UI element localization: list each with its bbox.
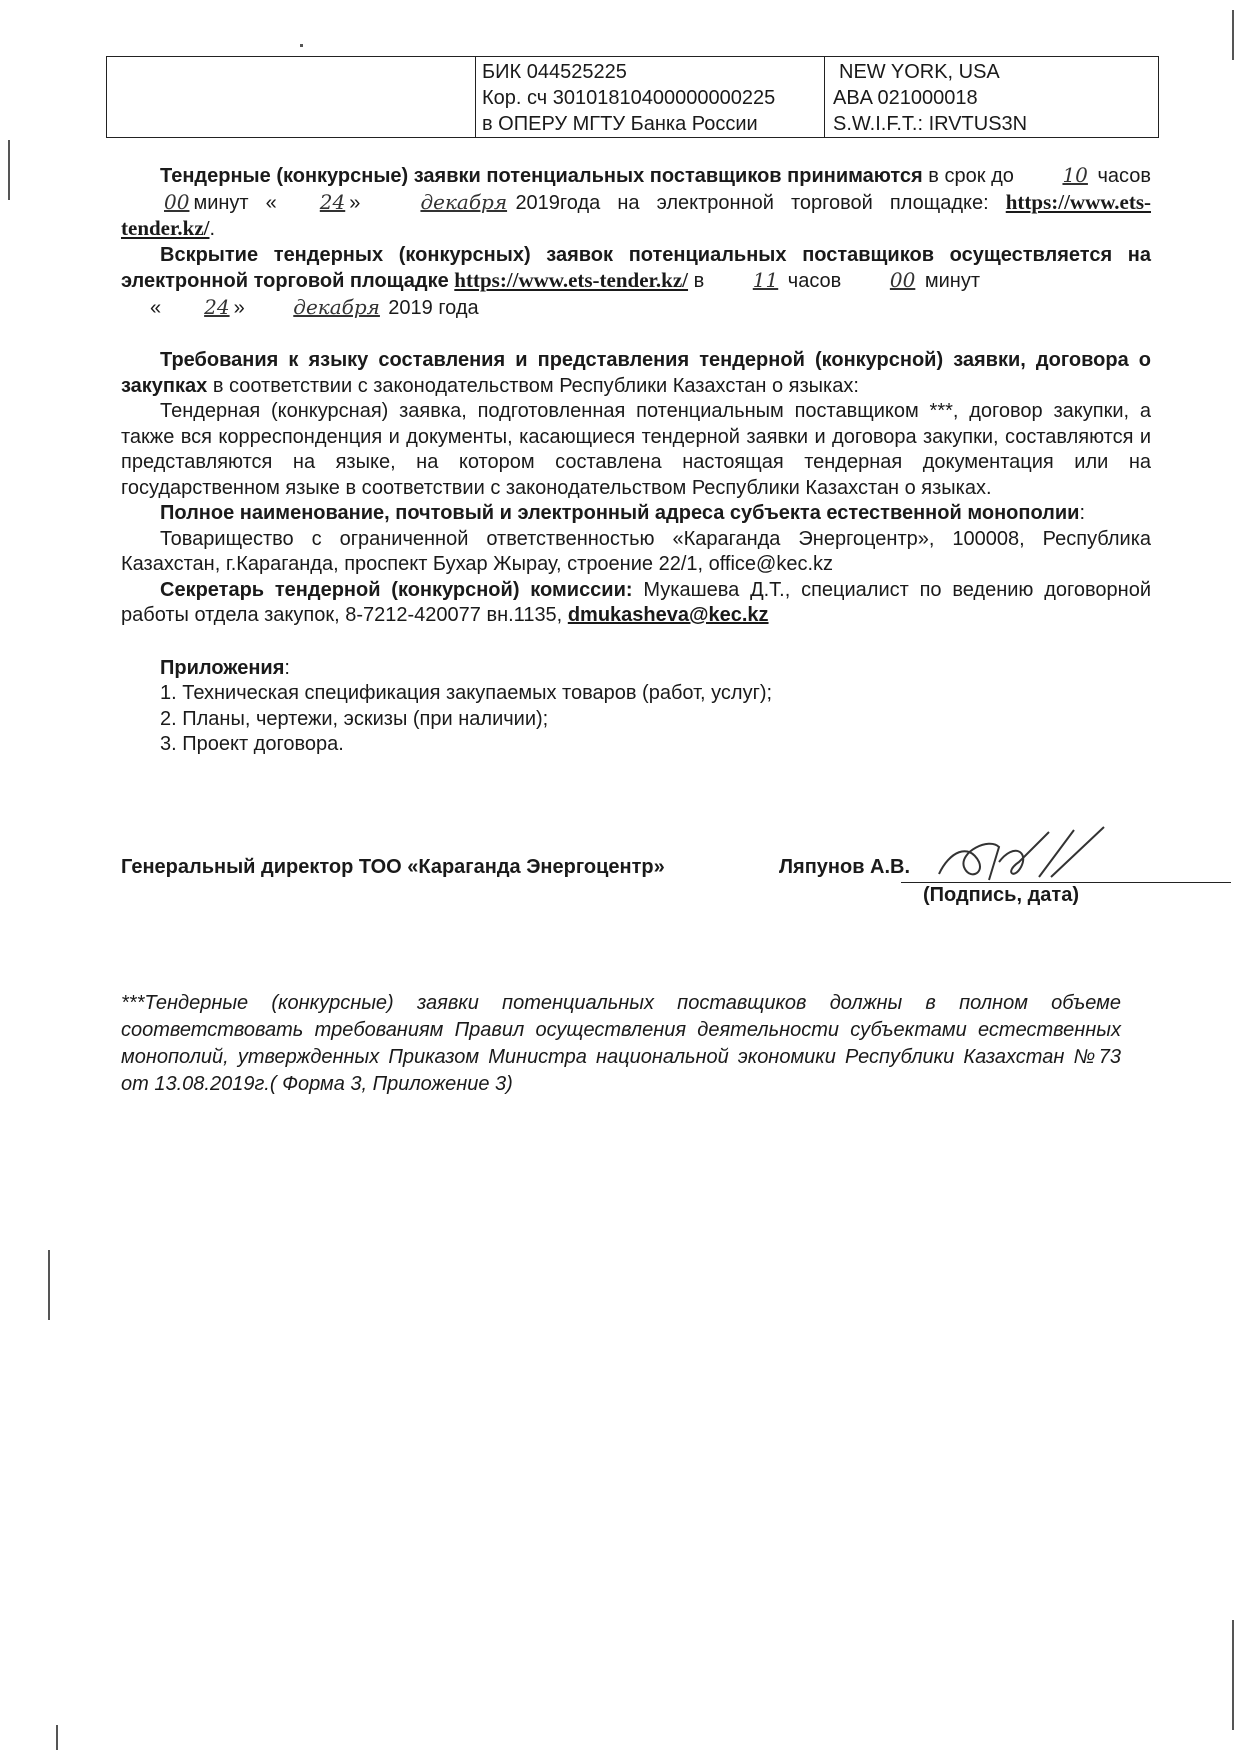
bik-line: БИК 044525225 bbox=[482, 61, 627, 83]
handwritten-open-month: декабря bbox=[293, 294, 380, 319]
appendix-item: 2. Планы, чертежи, эскизы (при наличии); bbox=[160, 707, 549, 730]
appendices-list bbox=[121, 681, 1151, 758]
deadline-bold: Тендерные (конкурсные) заявки потенциальных поставщиков принимаются bbox=[160, 165, 923, 187]
opening-bold: Вскрытие тендерных (конкурсных) заявок потенциальных поставщиков осуществляется на электронной торговой площадке bbox=[121, 243, 1151, 292]
main-text bbox=[121, 163, 1151, 758]
deadline-paragraph: Тендерные (конкурсные) заявки потенциальных поставщиков принимаются в срок до 10 часов00 минут « 24 » декабря 2019года на электронной торговой площадке: https://www.ets-tender.kz/. bbox=[121, 163, 1152, 240]
ets-tender-link[interactable]: https://www.ets-tender.kz/ bbox=[121, 189, 1151, 240]
opening-paragraph: Вскрытие тендерных (конкурсных) заявок потенциальных поставщиков осуществляется на электронной торговой площадке https://www.ets-tender.kz/ в 11 часов 00 минут « 24 » декабря 2019 года bbox=[121, 243, 1151, 319]
handwritten-day: 24 bbox=[319, 189, 346, 214]
language-heading: Требования к языку составления и представления тендерной (конкурсной) заявки, договора о закупках в соответствии с законодательством Республики Казахстан о языках: bbox=[121, 349, 1151, 397]
signer-position: Генеральный директор ТОО «Караганда Энергоцентр» bbox=[121, 856, 665, 878]
bank-details-table bbox=[106, 56, 1159, 138]
bank-name-line: в ОПЕРУ МГТУ Банка России bbox=[482, 113, 758, 135]
appendix-item: 1. Техническая спецификация закупаемых товаров (работ, услуг); bbox=[160, 682, 773, 704]
monopoly-body: Товарищество с ограниченной ответственностью «Караганда Энергоцентр», 100008, Республика Казахстан, г.Караганда, проспект Бухар Жырау, строение 22/1, office@kec.kz bbox=[121, 527, 1151, 575]
bank-table-empty-cell bbox=[107, 57, 476, 138]
bank-table-russia-cell bbox=[476, 57, 825, 138]
corr-account-line: Кор. сч 30101810400000000225 bbox=[482, 87, 776, 109]
scan-margin-mark bbox=[1232, 10, 1234, 60]
signature-line bbox=[901, 882, 1231, 883]
signature-caption: (Подпись, дата) bbox=[923, 884, 1079, 906]
handwritten-open-day: 24 bbox=[204, 294, 230, 319]
secretary-paragraph: Секретарь тендерной (конкурсной) комиссии: Мукашева Д.Т., специалист по ведению договорной работы отдела закупок, 8-7212-420077 вн.1135, dmukasheva@kec.kz bbox=[121, 578, 1151, 626]
handwritten-hour: 10 bbox=[1062, 163, 1088, 187]
city-line: NEW YORK, USA bbox=[839, 61, 1000, 83]
language-body: Тендерная (конкурсная) заявка, подготовленная потенциальным поставщиком ***, договор закупки, а также вся корреспонденция и документы, касающиеся тендерной заявки и договора закупки, составляются и представляются на языке, на котором составлена настоящая тендерная документация или на государственном языке в соответствии с законодательством Республики Казахстан о языках. bbox=[121, 400, 1151, 499]
scan-margin-mark bbox=[1232, 1620, 1234, 1730]
ets-tender-link-2[interactable]: https://www.ets-tender.kz/ bbox=[454, 268, 689, 292]
handwritten-open-minute: 00 bbox=[889, 268, 916, 292]
bank-table-usa-cell bbox=[825, 57, 1159, 138]
handwritten-minute: 00 bbox=[164, 189, 190, 214]
footnote: ***Тендерные (конкурсные) заявки потенциальных поставщиков должны в полном объеме соответствовать требованиям Правил осуществления деятельности субъектами естественных монополий, утвержденных Приказом Министра национальной экономики Республики Казахстан №73 от 13.08.2019г.( Форма 3, Приложение 3) bbox=[121, 992, 1121, 1095]
scan-margin-mark bbox=[56, 1725, 58, 1750]
scan-margin-mark bbox=[8, 140, 10, 200]
handwritten-month: декабря bbox=[420, 189, 508, 214]
signer-name: Ляпунов А.В. bbox=[779, 856, 911, 878]
scan-margin-mark bbox=[48, 1250, 50, 1320]
swift-line: S.W.I.F.T.: IRVTUS3N bbox=[833, 113, 1028, 135]
aba-line: ABA 021000018 bbox=[833, 87, 978, 109]
monopoly-heading: Полное наименование, почтовый и электронный адреса субъекта естественной монополии: bbox=[160, 502, 1086, 524]
appendix-item: 3. Проект договора. bbox=[160, 733, 344, 755]
appendices-title: Приложения: bbox=[160, 656, 290, 679]
scan-speck bbox=[300, 44, 303, 47]
handwritten-open-hour: 11 bbox=[752, 268, 779, 292]
secretary-email-link[interactable]: dmukasheva@kec.kz bbox=[567, 604, 769, 626]
